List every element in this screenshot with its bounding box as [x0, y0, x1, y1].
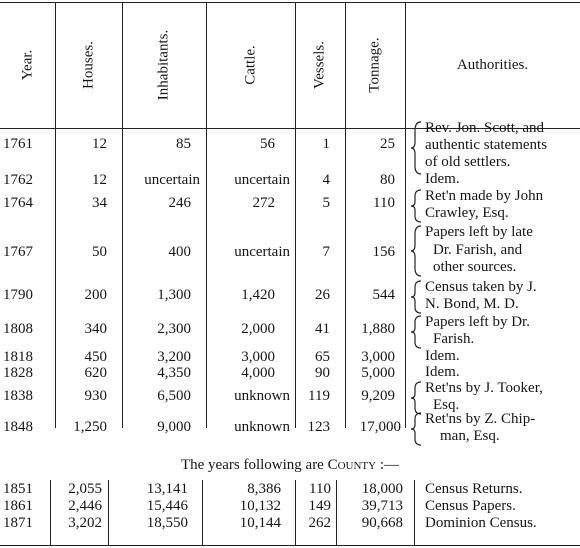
tonnage-cell: 18,000	[361, 481, 403, 497]
cattle-cell: 3,000	[241, 349, 275, 365]
cattle-cell: 56	[260, 136, 275, 152]
header-inhabitants-label: Inhabitants.	[155, 29, 172, 101]
houses-cell: 3,202	[68, 515, 102, 531]
houses-cell: 34	[92, 195, 107, 211]
column-divider	[108, 480, 109, 545]
year-cell: 1790	[3, 287, 33, 303]
year-cell: 1808	[3, 321, 33, 337]
cattle-cell: 1,420	[241, 287, 275, 303]
brace-icon	[410, 314, 422, 350]
authority-line: authentic statements	[425, 137, 548, 153]
authority-line: of old settlers.	[425, 154, 511, 170]
authority-line: Rev. Jon. Scott, and	[425, 120, 545, 136]
vessels-cell: 149	[308, 498, 331, 514]
brace-icon	[410, 224, 422, 278]
inhabitants-cell: 85	[176, 136, 191, 152]
vessels-cell: 5	[322, 195, 330, 211]
vessels-cell: 90	[315, 365, 330, 381]
cattle-cell: 10,144	[239, 515, 281, 531]
authority-line: other sources.	[433, 259, 517, 275]
authority-line: Census taken by J.	[425, 279, 537, 295]
year-cell: 1767	[3, 244, 33, 260]
tonnage-cell: 5,000	[361, 365, 395, 381]
authority-line: Ret'n made by John	[425, 188, 544, 204]
vessels-cell: 41	[315, 321, 330, 337]
tonnage-cell: 17,000	[359, 419, 401, 435]
vessels-cell: 119	[308, 388, 330, 404]
column-divider	[50, 480, 51, 545]
inhabitants-cell: 4,350	[157, 365, 191, 381]
inhabitants-cell: 9,000	[157, 419, 191, 435]
column-divider	[336, 480, 337, 545]
vessels-cell: 1	[322, 136, 330, 152]
authority-line: Esq.	[433, 397, 460, 413]
houses-cell: 2,055	[68, 481, 102, 497]
header-cattle-label: Cattle.	[242, 45, 258, 85]
year-cell: 1828	[3, 365, 33, 381]
header-inhabitants	[122, 2, 206, 128]
year-cell: 1851	[3, 481, 33, 497]
houses-cell: 450	[84, 349, 107, 365]
cattle-cell: 8,386	[247, 481, 281, 497]
inhabitants-cell: 400	[168, 244, 191, 260]
houses-cell: 200	[84, 287, 107, 303]
header-authorities	[405, 2, 580, 128]
vessels-cell: 26	[315, 287, 330, 303]
inhabitants-cell: 3,200	[157, 349, 191, 365]
inhabitants-cell: 13,141	[146, 481, 188, 497]
cattle-cell: 4,000	[241, 365, 275, 381]
authority-line: Papers left by Dr.	[425, 314, 530, 330]
year-cell: 1861	[3, 498, 33, 514]
note-prefix: The years following are	[180, 457, 328, 473]
header-year	[0, 2, 55, 128]
note-suffix: :—	[376, 457, 400, 473]
authority-line: Idem.	[425, 348, 460, 364]
table-bottom-rule	[0, 545, 580, 546]
authority-line: Dominion Census.	[425, 515, 537, 531]
authority-line: Census Returns.	[425, 481, 523, 497]
year-cell: 1761	[3, 136, 33, 152]
houses-cell: 12	[92, 136, 107, 152]
tonnage-cell: 9,209	[361, 388, 395, 404]
authority-line: Idem.	[425, 171, 460, 187]
year-cell: 1848	[3, 419, 33, 435]
vessels-cell: 123	[307, 419, 330, 435]
header-vessels-label: Vessels.	[311, 41, 328, 89]
tonnage-cell: 1,880	[361, 321, 395, 337]
header-tonnage	[345, 2, 405, 128]
houses-cell: 1,250	[73, 419, 107, 435]
authority-line: Crawley, Esq.	[425, 205, 509, 221]
inhabitants-cell: 6,500	[157, 388, 191, 404]
county-section-note	[0, 457, 580, 474]
houses-cell: 340	[84, 321, 107, 337]
cattle-cell: unknown	[234, 419, 290, 435]
authority-line: Idem.	[425, 364, 460, 380]
tonnage-cell: 90,668	[361, 515, 403, 531]
tonnage-cell: 156	[372, 244, 395, 260]
tonnage-cell: 544	[372, 287, 395, 303]
brace-icon	[410, 411, 422, 447]
authority-line: Census Papers.	[425, 498, 516, 514]
note-emphasis: County	[327, 457, 377, 473]
vessels-cell: 110	[309, 481, 331, 497]
brace-icon	[410, 279, 422, 315]
cattle-cell: uncertain	[234, 172, 290, 188]
header-houses-label: Houses.	[80, 41, 96, 89]
tonnage-cell: 25	[380, 136, 395, 152]
header-cattle	[206, 2, 295, 128]
year-cell: 1764	[3, 195, 33, 211]
year-cell: 1838	[3, 388, 33, 404]
cattle-cell: unknown	[234, 388, 290, 404]
cattle-cell: uncertain	[234, 244, 290, 260]
year-cell: 1762	[3, 172, 33, 188]
vessels-cell: 7	[322, 244, 330, 260]
houses-cell: 50	[92, 244, 107, 260]
header-authorities-label: Authorities.	[456, 56, 529, 73]
header-vessels	[295, 2, 345, 128]
inhabitants-cell: 15,446	[146, 498, 188, 514]
brace-icon	[410, 120, 422, 176]
authority-line: Farish.	[433, 331, 475, 347]
inhabitants-cell: uncertain	[144, 172, 200, 188]
column-divider	[202, 480, 203, 545]
column-divider	[414, 480, 415, 545]
houses-cell: 2,446	[68, 498, 102, 514]
tonnage-cell: 3,000	[361, 349, 395, 365]
houses-cell: 620	[84, 365, 107, 381]
inhabitants-cell: 246	[168, 195, 191, 211]
authority-line: Papers left by late	[425, 224, 533, 240]
year-cell: 1818	[3, 349, 33, 365]
cattle-cell: 272	[252, 195, 275, 211]
authority-line: Dr. Farish, and	[433, 242, 523, 258]
header-houses	[55, 2, 122, 128]
tonnage-cell: 80	[380, 172, 395, 188]
vessels-cell: 262	[308, 515, 331, 531]
year-cell: 1871	[3, 515, 33, 531]
inhabitants-cell: 2,300	[157, 321, 191, 337]
header-tonnage-label: Tonnage.	[366, 37, 383, 93]
inhabitants-cell: 1,300	[157, 287, 191, 303]
authority-line: Ret'ns by J. Tooker,	[425, 380, 543, 396]
houses-cell: 12	[92, 172, 107, 188]
header-year-label: Year.	[19, 49, 35, 81]
authority-line: man, Esq.	[440, 428, 500, 444]
vessels-cell: 65	[315, 349, 330, 365]
tonnage-cell: 39,713	[361, 498, 403, 514]
vessels-cell: 4	[322, 172, 330, 188]
authority-line: Ret'ns by Z. Chip-	[425, 411, 536, 427]
authority-line: N. Bond, M. D.	[425, 296, 519, 312]
cattle-cell: 10,132	[239, 498, 281, 514]
brace-icon	[410, 188, 422, 224]
inhabitants-cell: 18,550	[146, 515, 188, 531]
cattle-cell: 2,000	[241, 321, 275, 337]
houses-cell: 930	[84, 388, 107, 404]
tonnage-cell: 110	[373, 195, 395, 211]
